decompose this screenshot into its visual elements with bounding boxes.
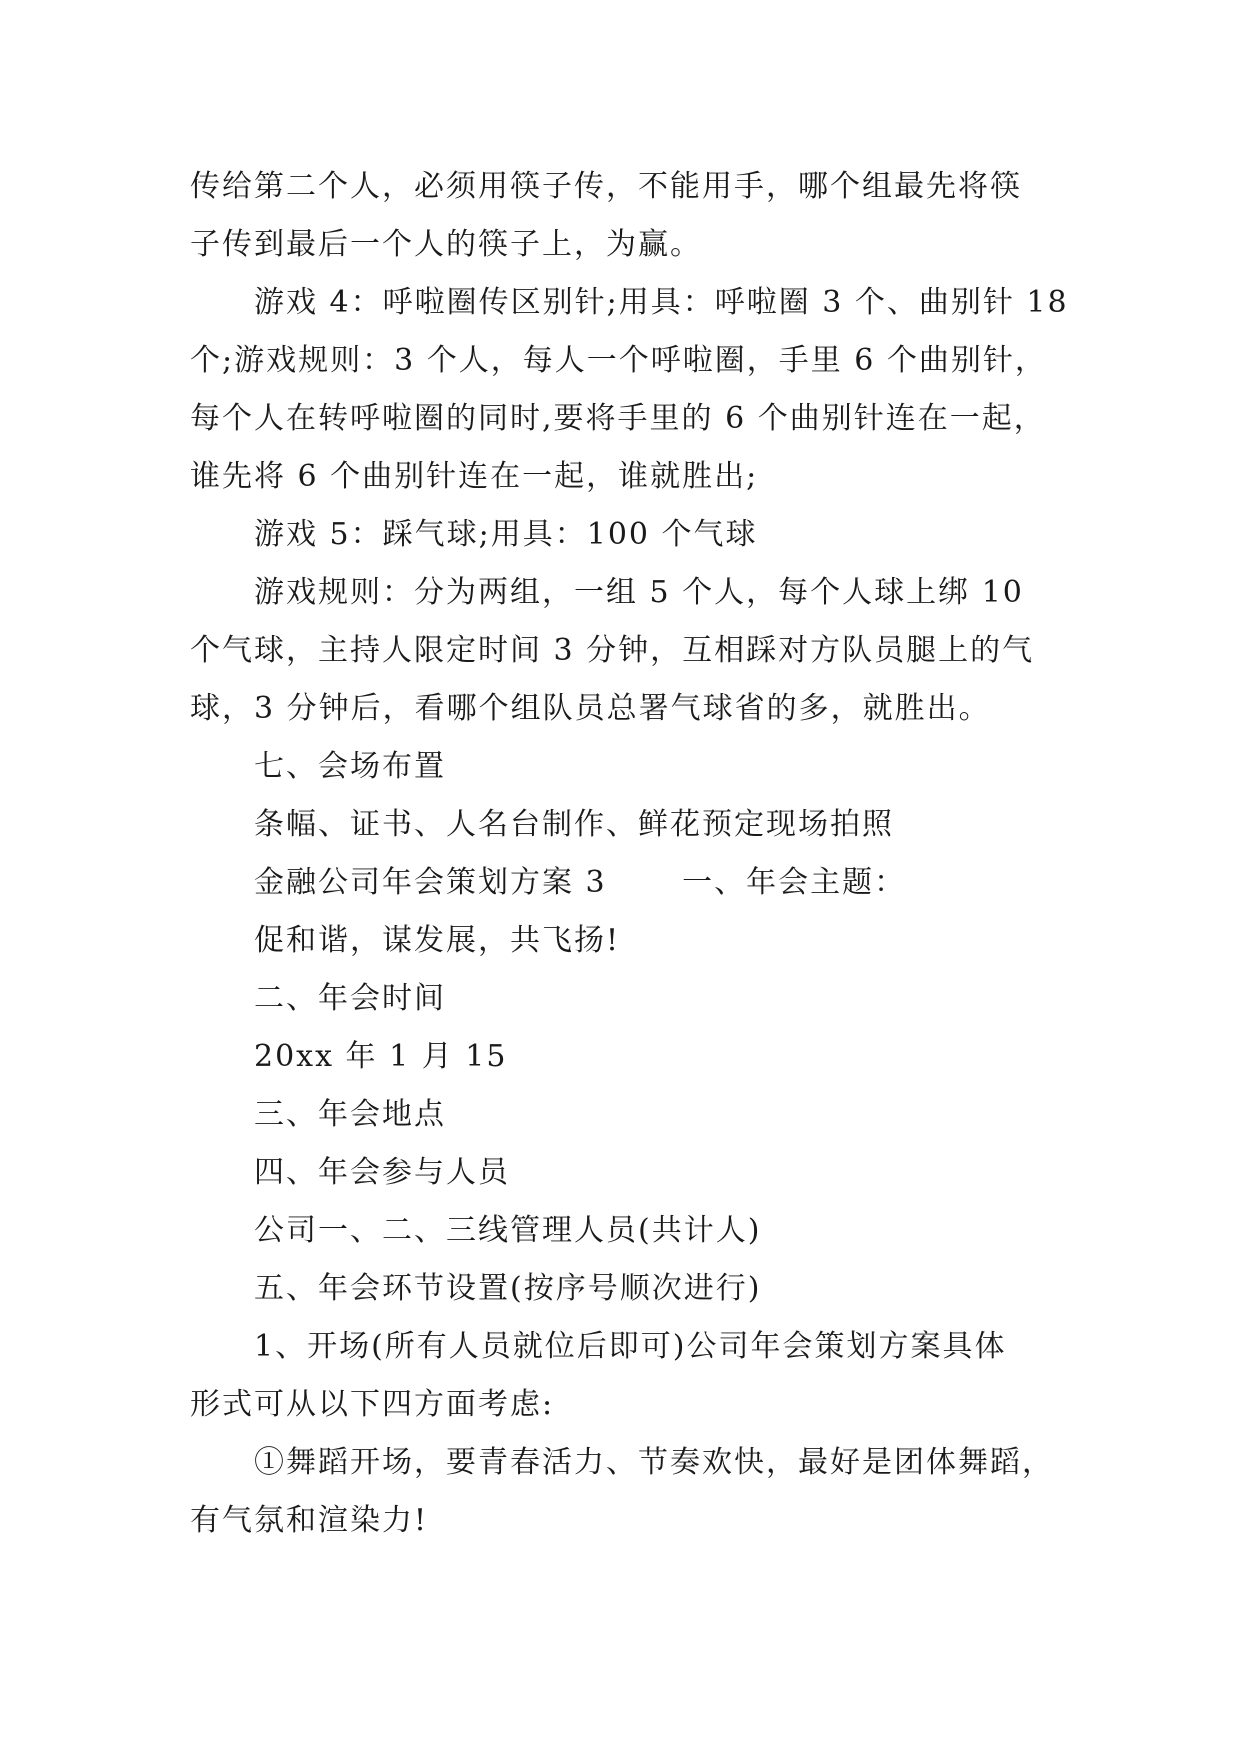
section-heading: 二、年会时间 (254, 981, 446, 1016)
text-line: 个气球，主持人限定时间 3 分钟，互相踩对方队员腿上的气 (190, 633, 1035, 668)
text-line: 游戏 4：呼啦圈传区别针;用具：呼啦圈 3 个、曲别针 18 (254, 285, 1069, 320)
text-line: 有气氛和渲染力! (190, 1503, 429, 1538)
text-line: 传给第二个人，必须用筷子传，不能用手，哪个组最先将筷 (190, 169, 1022, 204)
text-line: 球，3 分钟后，看哪个组队员总署气球省的多，就胜出。 (190, 691, 991, 726)
text-line: 谁先将 6 个曲别针连在一起，谁就胜出; (190, 459, 759, 494)
text-line: 形式可从以下四方面考虑: (190, 1387, 555, 1422)
text-line: 促和谐，谋发展，共飞扬! (254, 923, 621, 958)
section-heading: 七、会场布置 (254, 749, 446, 784)
document-title-line: 金融公司年会策划方案 3 一、年会主题： (254, 865, 907, 900)
section-heading: 四、年会参与人员 (254, 1155, 510, 1190)
text-line: 公司一、二、三线管理人员(共计人) (254, 1213, 762, 1248)
document-body (190, 158, 1070, 1550)
text-line: 游戏规则：分为两组，一组 5 个人，每个人球上绑 10 (254, 575, 1024, 610)
section-heading: 五、年会环节设置(按序号顺次进行) (254, 1271, 762, 1306)
text-line: 1、开场(所有人员就位后即可)公司年会策划方案具体 (254, 1329, 1007, 1364)
text-line: 个;游戏规则：3 个人，每人一个呼啦圈，手里 6 个曲别针， (190, 343, 1047, 378)
text-line: ①舞蹈开场，要青春活力、节奏欢快，最好是团体舞蹈， (254, 1445, 1054, 1480)
text-line: 条幅、证书、人名台制作、鲜花预定现场拍照 (254, 807, 894, 842)
section-heading: 三、年会地点 (254, 1097, 446, 1132)
text-line: 20xx 年 1 月 15 (254, 1039, 508, 1074)
text-line: 游戏 5：踩气球;用具：100 个气球 (254, 517, 758, 552)
text-line: 每个人在转呼啦圈的同时,要将手里的 6 个曲别针连在一起， (190, 401, 1046, 436)
text-line: 子传到最后一个人的筷子上，为赢。 (190, 227, 702, 262)
